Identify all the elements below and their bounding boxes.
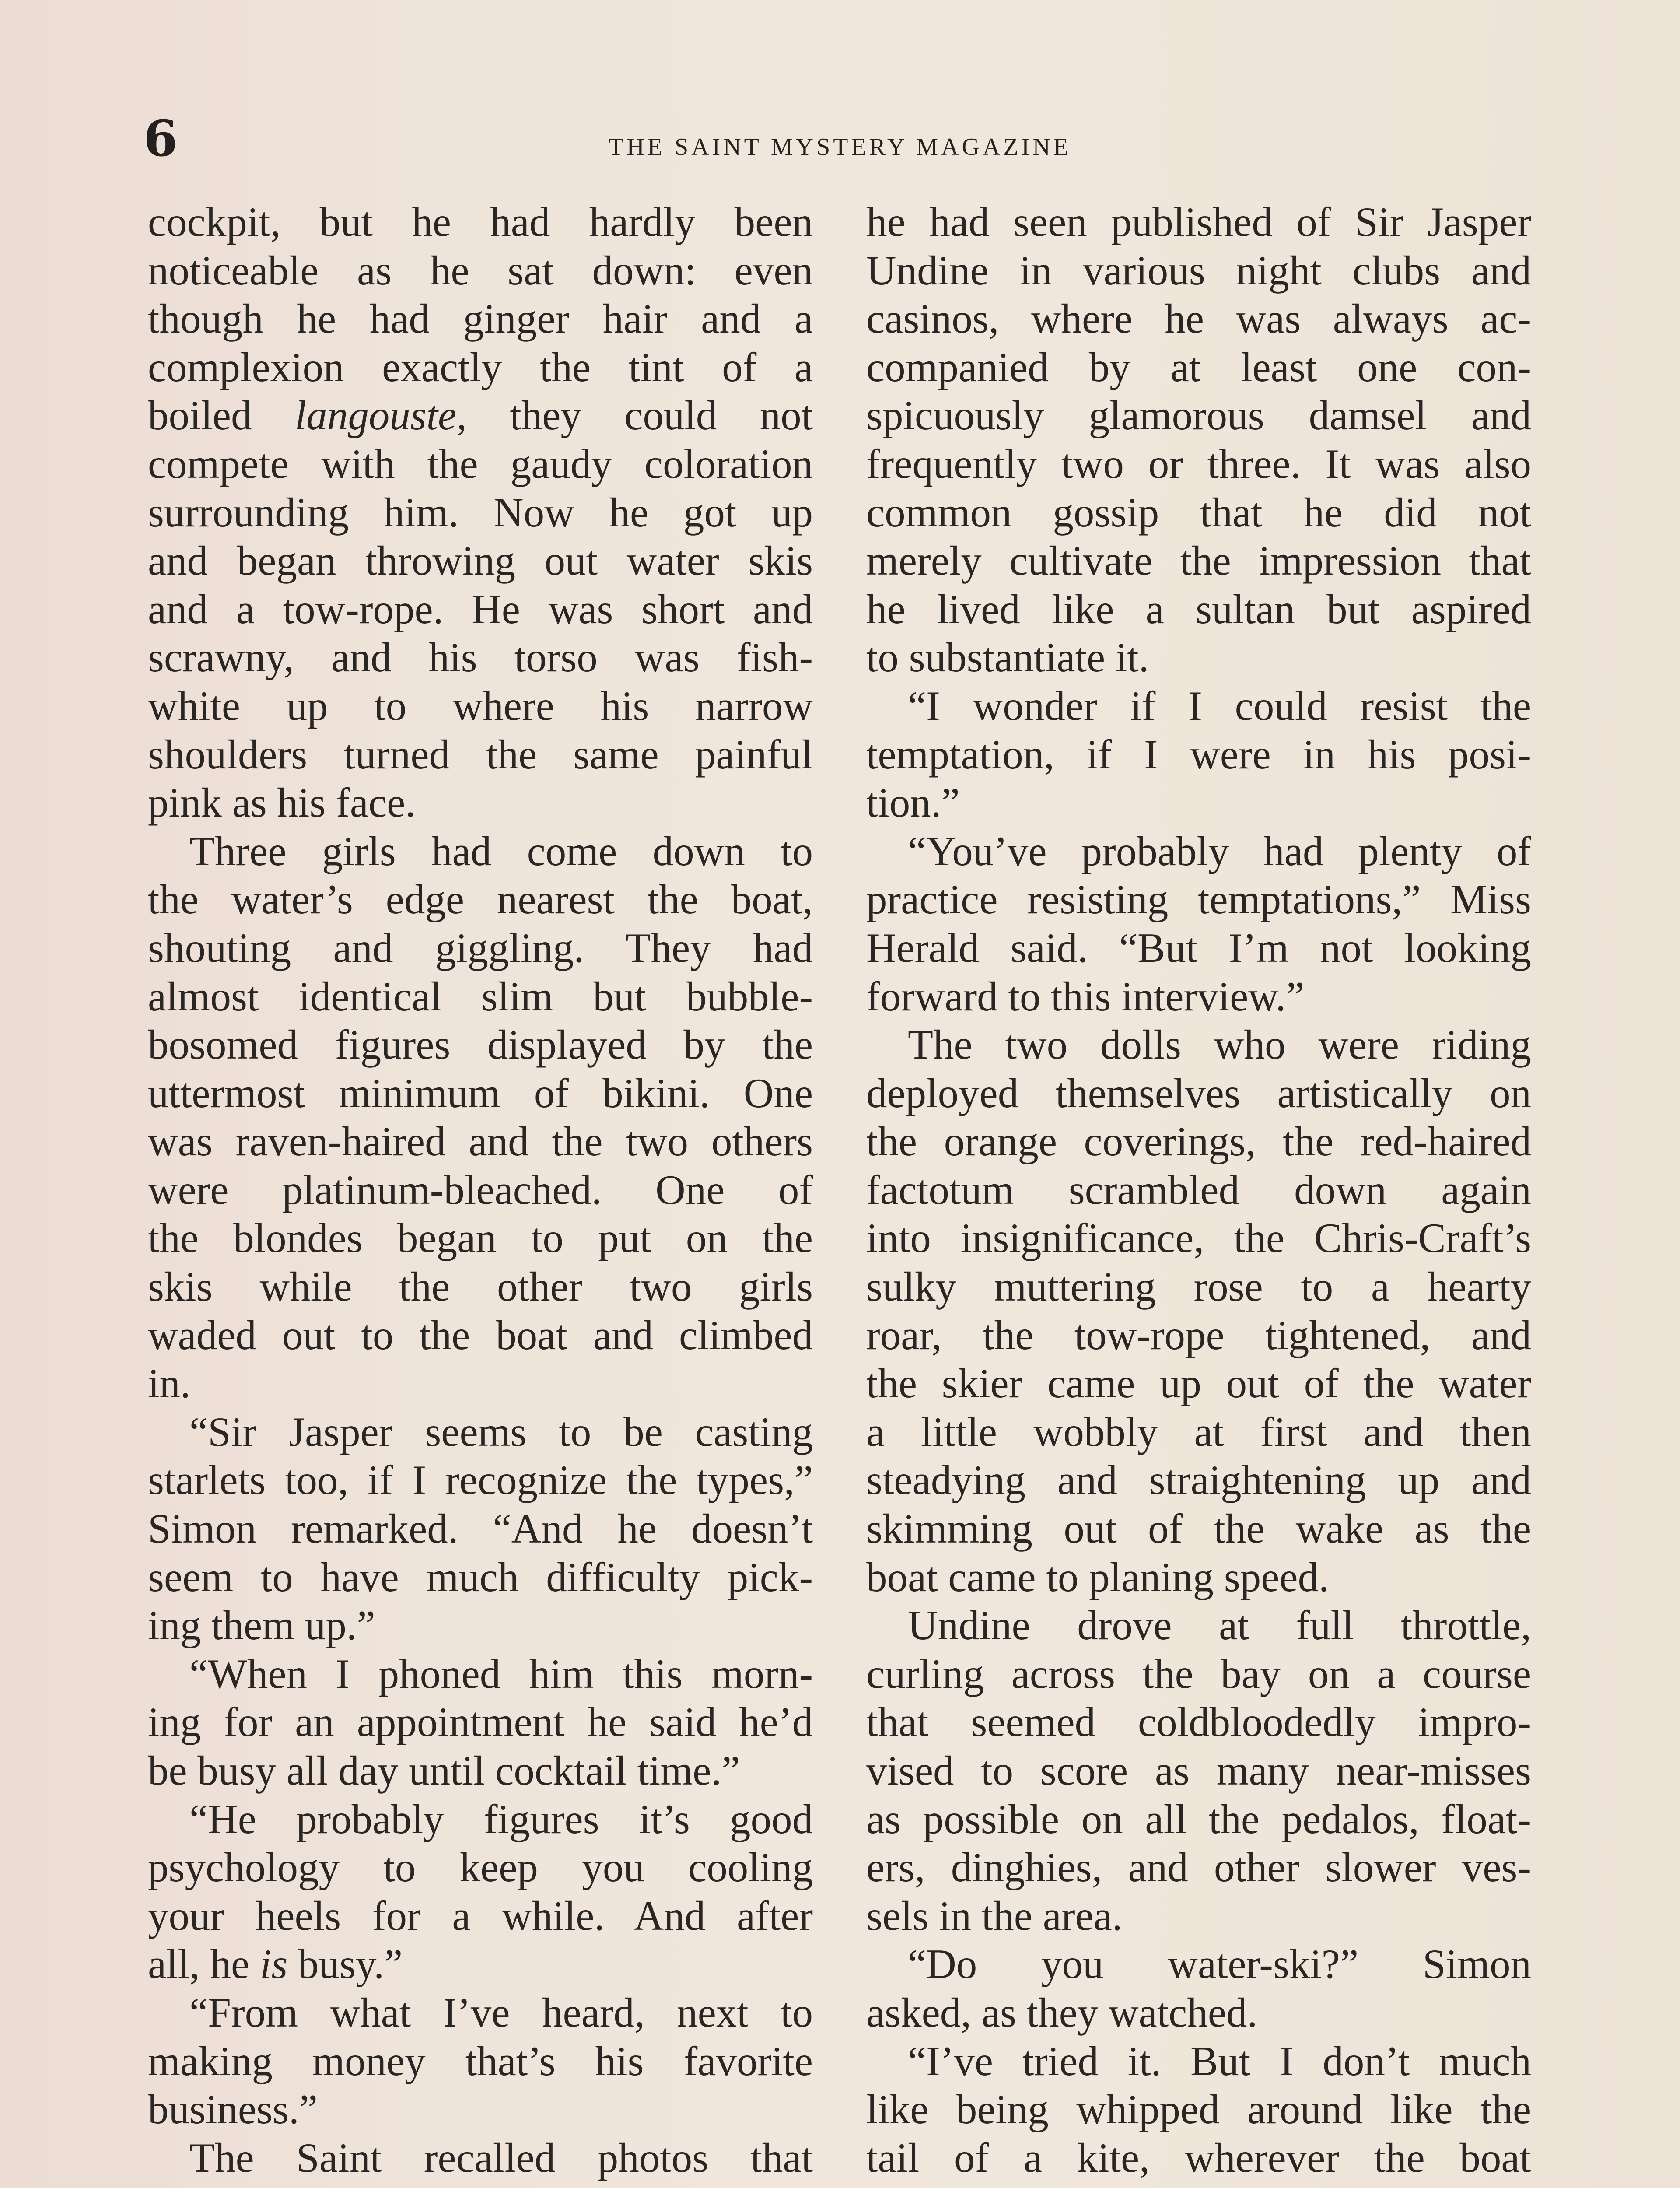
text-line: skimming out of the wake as the [866, 1505, 1531, 1552]
text-line: sulky muttering rose to a hearty [866, 1263, 1531, 1310]
text-line: shouting and giggling. They had [148, 924, 813, 971]
running-title: THE SAINT MYSTERY MAGAZINE [609, 133, 1071, 161]
text-line: Herald said. “But I’m not looking [866, 924, 1531, 971]
text-line: be busy all day until cocktail time.” [148, 1747, 740, 1794]
text-line: ing them up.” [148, 1602, 375, 1649]
text-line: compete with the gaudy coloration [148, 440, 813, 487]
text-line: and began throwing out water skis [148, 537, 813, 584]
text-line: factotum scrambled down again [866, 1166, 1531, 1213]
text-line: ing for an appointment he said he’d [148, 1699, 813, 1746]
text-line: deployed themselves artistically on [866, 1069, 1531, 1116]
text-line: scrawny, and his torso was fish- [148, 634, 813, 681]
text-line: merely cultivate the impression that [866, 537, 1531, 584]
text-line: spicuously glamorous damsel and [866, 392, 1531, 439]
text-line: skis while the other two girls [148, 1263, 813, 1310]
text-line: the blondes began to put on the [148, 1215, 813, 1262]
text-line: into insignificance, the Chris-Craft’s [866, 1215, 1531, 1262]
text-line: tion.” [866, 779, 960, 826]
text-line: asked, as they watched. [866, 1989, 1258, 2036]
text-line: Simon remarked. “And he doesn’t [148, 1505, 813, 1552]
text-line: noticeable as he sat down: even [148, 247, 813, 294]
left-text-column [148, 198, 813, 2182]
text-line: Three girls had come down to [189, 828, 813, 874]
text-line: to substantiate it. [866, 634, 1149, 681]
text-line: in. [148, 1360, 191, 1407]
text-segment: boiled [148, 392, 295, 439]
text-line: he had seen published of Sir Jasper [866, 199, 1531, 245]
text-line: a little wobbly at first and then [866, 1408, 1531, 1455]
text-line: “You’ve probably had plenty of [908, 828, 1531, 874]
text-line: the orange coverings, the red-haired [866, 1118, 1531, 1165]
text-line: boat came to planing speed. [866, 1553, 1329, 1600]
text-line: frequently two or three. It was also [866, 440, 1531, 487]
text-line: complexion exactly the tint of a [148, 344, 813, 390]
text-line: “I’ve tried it. But I don’t much [908, 2037, 1531, 2084]
text-line: he lived like a sultan but aspired [866, 586, 1531, 632]
italic-text: langouste, [294, 392, 467, 439]
text-line: tail of a kite, wherever the boat [866, 2134, 1531, 2181]
text-line: companied by at least one con- [866, 344, 1531, 390]
text-line: The Saint recalled photos that [189, 2134, 813, 2181]
italic-text: is [259, 1941, 288, 1988]
text-line: roar, the tow-rope tightened, and [866, 1311, 1531, 1358]
text-line [148, 391, 813, 440]
text-segment: they could not [466, 392, 813, 439]
text-segment: all, he [148, 1941, 260, 1988]
right-text-column [866, 198, 1531, 2182]
text-segment: busy.” [287, 1941, 403, 1988]
text-line: Undine in various night clubs and [866, 247, 1531, 294]
text-line: were platinum-bleached. One of [148, 1166, 813, 1213]
text-line: the skier came up out of the water [866, 1360, 1531, 1407]
text-line: common gossip that he did not [866, 489, 1531, 536]
text-line: psychology to keep you cooling [148, 1844, 813, 1891]
text-line: though he had ginger hair and a [148, 295, 813, 342]
text-line: ers, dinghies, and other slower ves- [866, 1844, 1531, 1891]
text-line: “From what I’ve heard, next to [189, 1989, 813, 2036]
text-line: Undine drove at full throttle, [908, 1602, 1531, 1649]
text-line: steadying and straightening up and [866, 1457, 1531, 1504]
text-line: almost identical slim but bubble- [148, 973, 813, 1020]
text-line: “When I phoned him this morn- [189, 1650, 813, 1697]
text-line: and a tow-rope. He was short and [148, 586, 813, 632]
text-line [148, 1940, 813, 1988]
text-line: the water’s edge nearest the boat, [148, 876, 813, 923]
text-line: sels in the area. [866, 1892, 1123, 1939]
text-line: like being whipped around like the [866, 2086, 1531, 2133]
text-line: surrounding him. Now he got up [148, 489, 813, 536]
text-line: “Sir Jasper seems to be casting [189, 1408, 813, 1455]
text-line: as possible on all the pedalos, float- [866, 1795, 1531, 1842]
text-line: practice resisting temptations,” Miss [866, 876, 1531, 923]
text-line: that seemed coldbloodedly impro- [866, 1699, 1531, 1746]
text-line: “He probably figures it’s good [189, 1795, 813, 1842]
text-line: cockpit, but he had hardly been [148, 199, 813, 245]
text-line: white up to where his narrow [148, 682, 813, 729]
text-line: uttermost minimum of bikini. One [148, 1069, 813, 1116]
text-line: bosomed figures displayed by the [148, 1021, 813, 1068]
text-line: pink as his face. [148, 779, 416, 826]
text-line: your heels for a while. And after [148, 1892, 813, 1939]
text-line: curling across the bay on a course [866, 1650, 1531, 1697]
text-line: seem to have much difficulty pick- [148, 1553, 813, 1600]
text-line: starlets too, if I recognize the types,” [148, 1457, 813, 1504]
text-line: forward to this interview.” [866, 973, 1305, 1020]
text-line: vised to score as many near-misses [866, 1747, 1531, 1794]
text-line: “I wonder if I could resist the [908, 682, 1531, 729]
text-line: temptation, if I were in his posi- [866, 731, 1531, 778]
page-number: 6 [144, 110, 178, 168]
text-line: waded out to the boat and climbed [148, 1311, 813, 1358]
text-line: shoulders turned the same painful [148, 731, 813, 778]
text-line: “Do you water-ski?” Simon [908, 1941, 1531, 1988]
text-line: business.” [148, 2086, 318, 2133]
text-line: making money that’s his favorite [148, 2037, 813, 2084]
text-line: was raven-haired and the two others [148, 1118, 813, 1165]
text-line: The two dolls who were riding [908, 1021, 1531, 1068]
text-line: casinos, where he was always ac- [866, 295, 1531, 342]
